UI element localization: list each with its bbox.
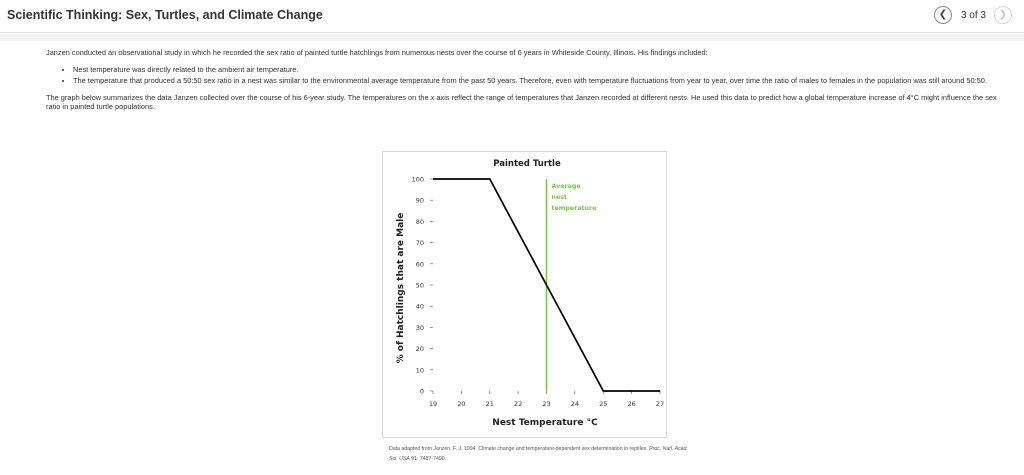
y-axis-label: % of Hatchlings that are Male (396, 212, 406, 364)
article-body (46, 48, 1006, 112)
y-tick-label: 80 (415, 217, 424, 226)
figure-frame (382, 151, 667, 438)
chart-title: Painted Turtle (493, 159, 561, 169)
citation-journal: Proc. Natl. Acad. Sci. USA (389, 446, 688, 462)
painted-turtle-chart (383, 152, 668, 439)
header-divider (0, 34, 1024, 41)
header-bar (0, 0, 1024, 33)
y-tick-label: 0 (419, 387, 424, 396)
summary-paragraph (46, 93, 1006, 112)
intro-paragraph: Janzen conducted an observational study in which he recorded the sex ratio of painted turtle hatchlings from numerous nests over the course of 6 years in Whiteside County, Illinois. His findings included: (46, 48, 708, 57)
citation-volume: 91: 7487-7490. (409, 455, 447, 462)
findings-list (46, 65, 1006, 86)
list-item: • The temperature that produced a 50:50 sex ratio in a nest was similar to the environmental average temperature from the past 50 years. Therefore, even with temperature fluctuations from year to year, over time the ratio of males to females in the population was still around 50:50. (73, 76, 1006, 86)
page-title: Scientific Thinking: Sex, Turtles, and Climate Change (7, 8, 323, 22)
summary-text-2: axis reflect the range of temperatures that Janzen recorded at different nests. He used this data to predict how a global temperature increase of 4°C might influence the sex ratio in painted turtle populations. (46, 92, 997, 112)
y-tick-label: 40 (415, 302, 424, 311)
y-tick-label: 90 (415, 196, 424, 205)
axis-variable: x (430, 92, 435, 102)
y-tick-label: 10 (415, 366, 424, 375)
citation-text: Data adapted from Janzen, F. J. 1994. Climate change and temperature-dependent sex determination in reptiles. (389, 446, 650, 452)
x-tick-label: 25 (599, 400, 608, 408)
y-tick-label: 20 (415, 345, 424, 354)
plot-area (412, 176, 665, 409)
x-tick-label: 23 (542, 400, 551, 408)
chevron-right-icon: ❯ (998, 9, 1008, 20)
summary-text-1: The graph below summarizes the data Janzen collected over the course of his 6-year study. The temperatures on the (46, 92, 431, 102)
y-tick-label: 60 (415, 260, 424, 269)
x-tick-label: 21 (485, 400, 494, 408)
x-tick-label: 20 (457, 400, 466, 408)
x-tick-label: 22 (513, 400, 523, 408)
average-temperature-label: temperature (551, 205, 597, 212)
pager (934, 6, 1012, 24)
x-axis-label: Nest Temperature °C (492, 418, 598, 428)
list-item: • Nest temperature was directly related to the ambient air temperature. (73, 65, 1006, 75)
x-tick-label: 24 (570, 400, 580, 408)
average-temperature-label: Average (551, 183, 581, 190)
next-page-button[interactable] (994, 6, 1012, 24)
y-tick-label: 100 (411, 175, 424, 184)
x-tick-label: 19 (428, 400, 438, 408)
figure-citation (389, 445, 689, 464)
chevron-left-icon: ❮ (938, 9, 948, 20)
page-indicator: 3 of 3 (960, 9, 986, 21)
prev-page-button[interactable] (934, 6, 952, 24)
x-tick-label: 27 (655, 400, 665, 408)
average-temperature-label: nest (551, 194, 568, 201)
y-tick-label: 50 (415, 281, 424, 290)
y-tick-label: 30 (415, 323, 424, 332)
y-tick-label: 70 (415, 239, 424, 248)
x-tick-label: 26 (627, 400, 636, 408)
